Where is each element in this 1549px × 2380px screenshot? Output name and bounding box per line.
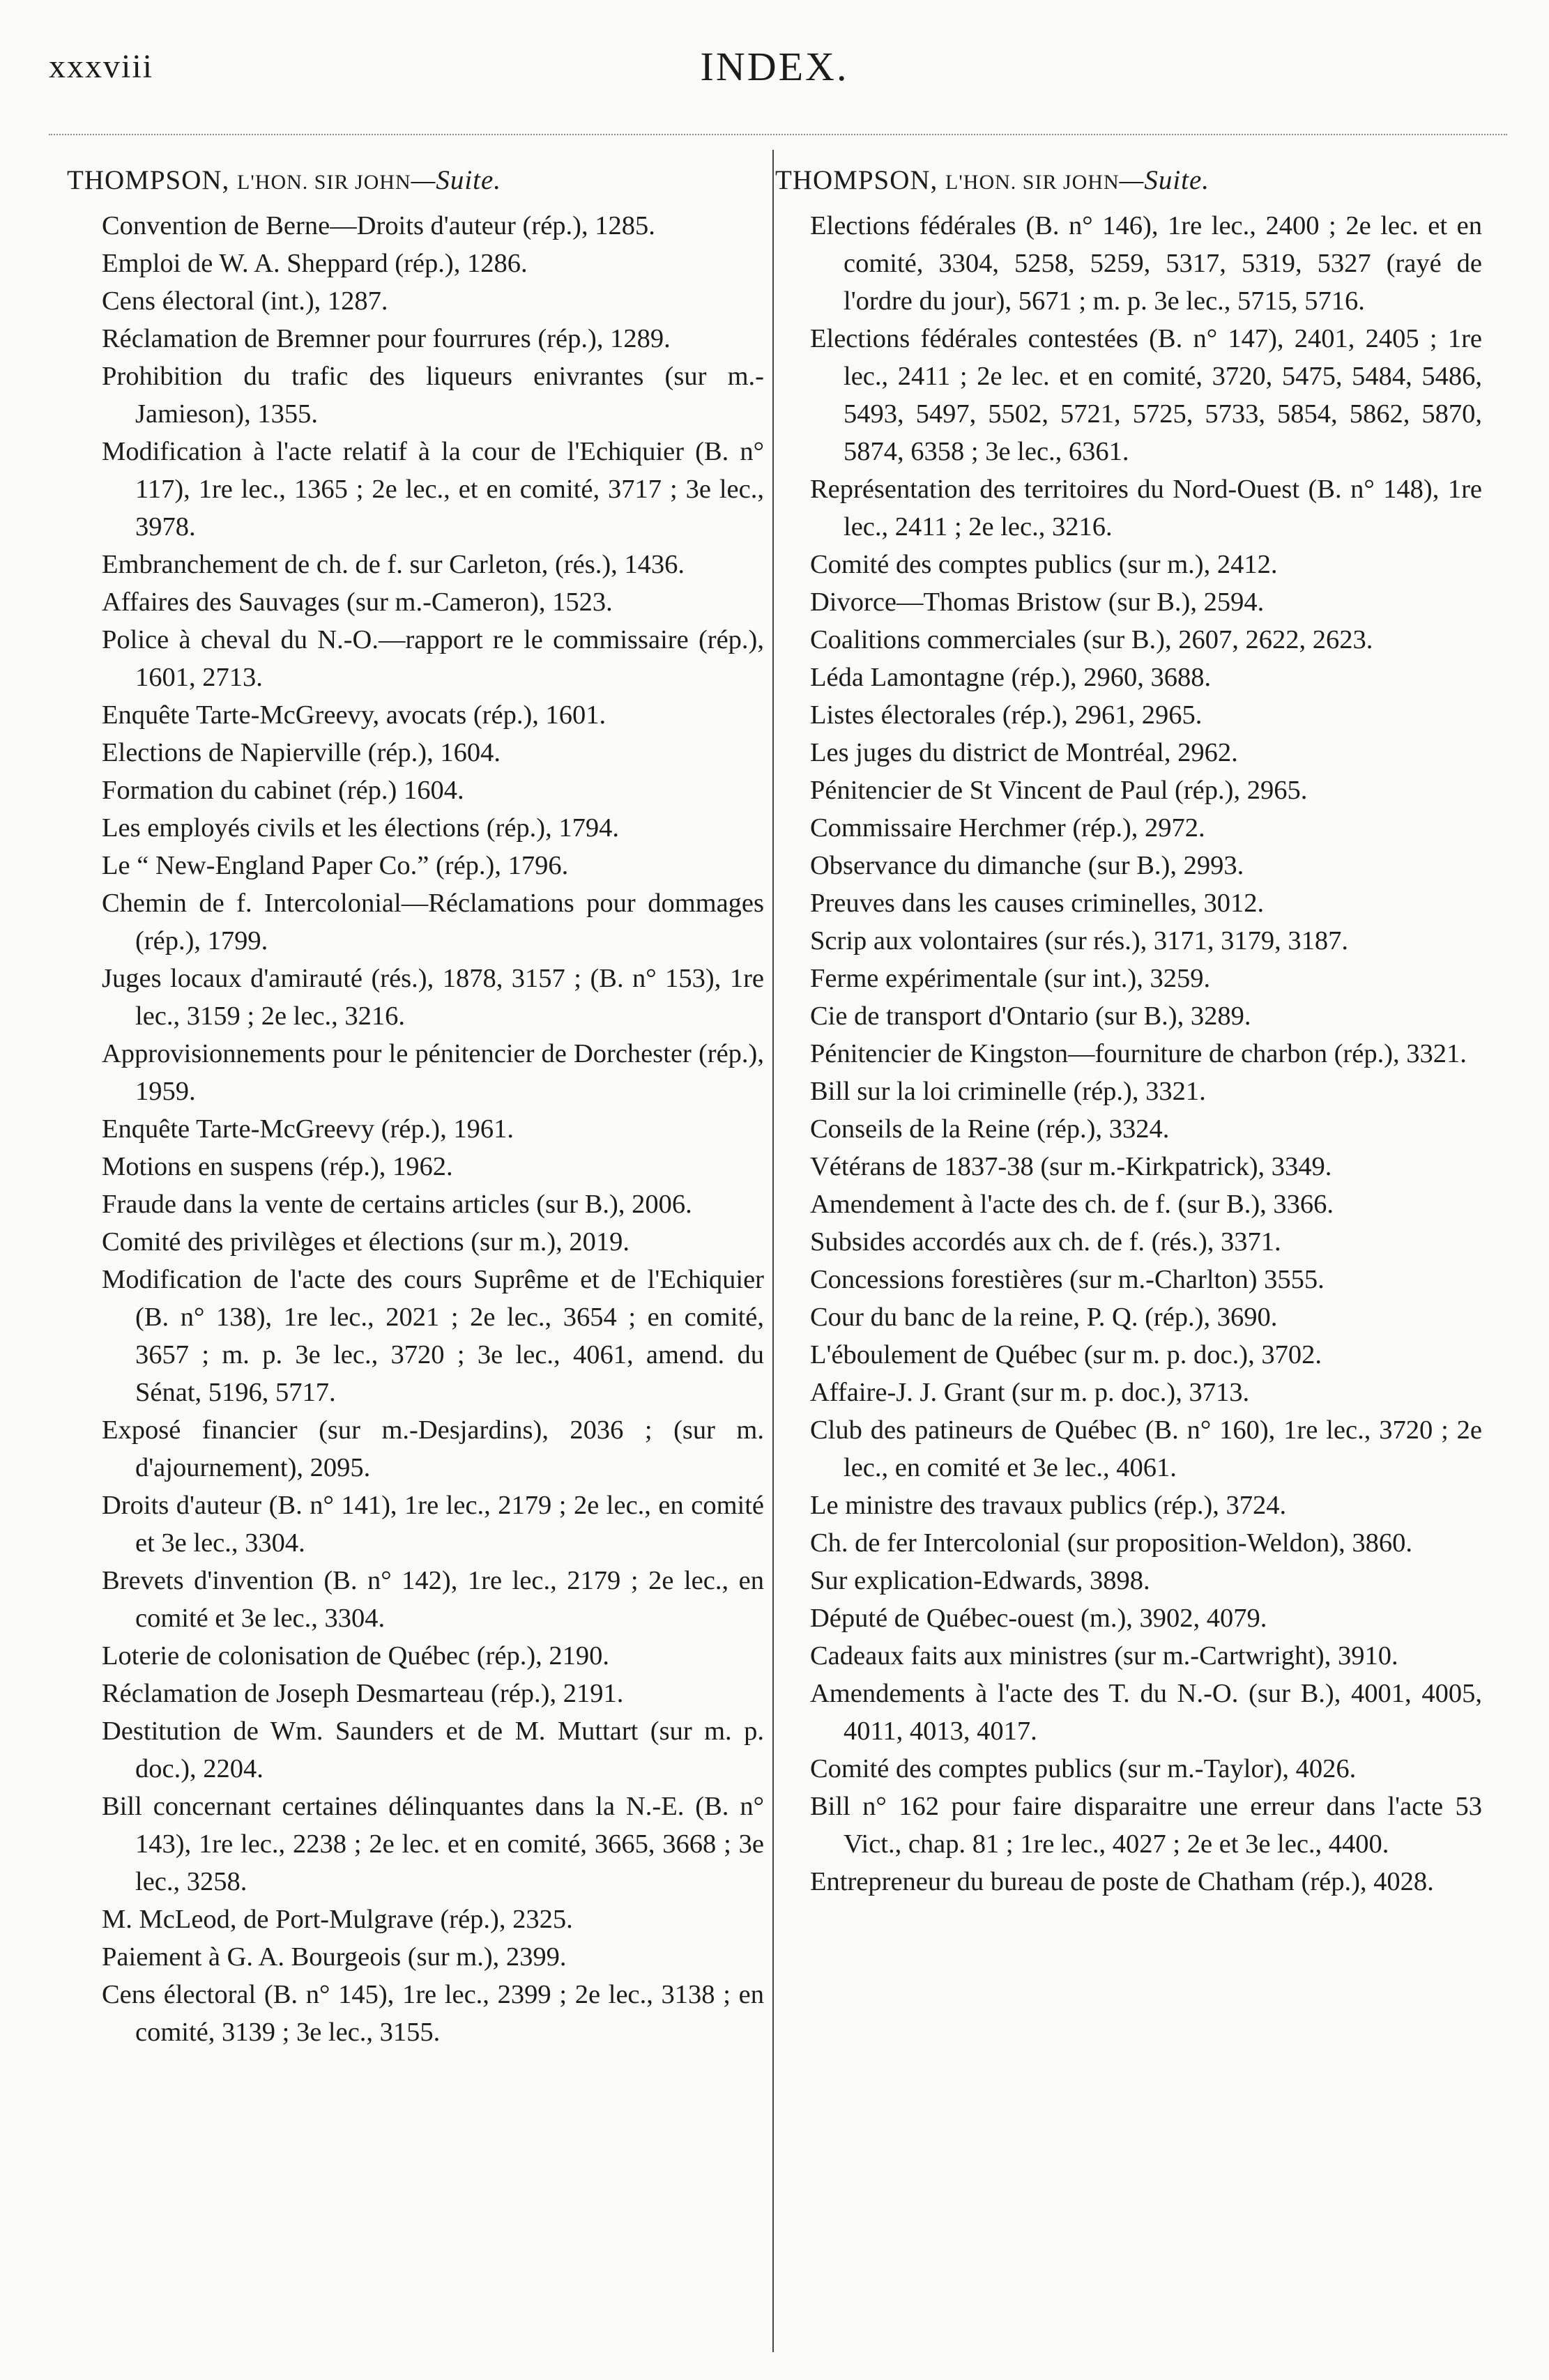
index-entry: Commissaire Herchmer (rép.), 2972. bbox=[810, 813, 1205, 843]
index-entry: Le ministre des travaux publics (rép.), 3724. bbox=[810, 1491, 1287, 1520]
page-folio: xxxviii bbox=[49, 48, 154, 85]
index-entry: Amendements à l'acte des T. du N.-O. (sur B.), 4001, 4005, 4011, 4013, 4017. bbox=[810, 1679, 1482, 1746]
index-entry: Cadeaux faits aux ministres (sur m.-Cartwright), 3910. bbox=[810, 1641, 1398, 1671]
index-entry: Vétérans de 1837-38 (sur m.-Kirkpatrick), 3349. bbox=[810, 1152, 1332, 1181]
index-entry: Ch. de fer Intercolonial (sur proposition-Weldon), 3860. bbox=[810, 1528, 1413, 1558]
index-entry: Observance du dimanche (sur B.), 2993. bbox=[810, 851, 1244, 880]
index-entry: Cie de transport d'Ontario (sur B.), 3289. bbox=[810, 1001, 1251, 1031]
index-entry: Pénitencier de Kingston—fourniture de charbon (rép.), 3321. bbox=[810, 1039, 1467, 1068]
index-entry: Club des patineurs de Québec (B. n° 160), 1re lec., 3720 ; 2e lec., en comité et 3e lec., 4061. bbox=[810, 1415, 1482, 1482]
index-entry: M. McLeod, de Port-Mulgrave (rép.), 2325. bbox=[102, 1905, 573, 1934]
index-entry: Destitution de Wm. Saunders et de M. Muttart (sur m. p. doc.), 2204. bbox=[102, 1717, 764, 1783]
index-entry: Subsides accordés aux ch. de f. (rés.), 3371. bbox=[810, 1227, 1281, 1257]
index-entry: Prohibition du trafic des liqueurs enivrantes (sur m.-Jamieson), 1355. bbox=[102, 362, 764, 429]
heading-name: THOMPSON, bbox=[67, 165, 230, 195]
index-entry: Paiement à G. A. Bourgeois (sur m.), 2399. bbox=[102, 1942, 567, 1972]
index-entry: Loterie de colonisation de Québec (rép.), 2190. bbox=[102, 1641, 610, 1671]
heading-honorific: L'HON. SIR JOHN bbox=[237, 171, 411, 194]
index-entry: Approvisionnements pour le pénitencier de Dorchester (rép.), 1959. bbox=[102, 1039, 764, 1106]
left-column-heading bbox=[67, 164, 764, 196]
index-entry: Elections de Napierville (rép.), 1604. bbox=[102, 738, 501, 767]
index-entry: Amendement à l'acte des ch. de f. (sur B.), 3366. bbox=[810, 1190, 1334, 1219]
index-entry: Entrepreneur du bureau de poste de Chatham (rép.), 4028. bbox=[810, 1867, 1434, 1896]
index-entry: Fraude dans la vente de certains articles (sur B.), 2006. bbox=[102, 1190, 692, 1219]
index-entry: Bill concernant certaines délinquantes dans la N.-E. (B. n° 143), 1re lec., 2238 ; 2e lec. et en comité, 3665, 3668 ; 3e lec., 3258. bbox=[102, 1792, 764, 1896]
index-entry: Listes électorales (rép.), 2961, 2965. bbox=[810, 700, 1203, 730]
heading-honorific: L'HON. SIR JOHN bbox=[945, 171, 1120, 194]
right-column-heading bbox=[775, 164, 1482, 196]
index-entry: Convention de Berne—Droits d'auteur (rép.), 1285. bbox=[102, 211, 655, 240]
index-entry: Scrip aux volontaires (sur rés.), 3171, 3179, 3187. bbox=[810, 926, 1349, 955]
right-column bbox=[775, 164, 1482, 1901]
index-entry: Comité des privilèges et élections (sur m.), 2019. bbox=[102, 1227, 630, 1257]
index-entry: Police à cheval du N.-O.—rapport re le commissaire (rép.), 1601, 2713. bbox=[102, 625, 764, 692]
index-entry: Cens électoral (B. n° 145), 1re lec., 2399 ; 2e lec., 3138 ; en comité, 3139 ; 3e lec., 3155. bbox=[102, 1980, 764, 2047]
index-entry: Affaires des Sauvages (sur m.-Cameron), 1523. bbox=[102, 588, 613, 617]
left-entry-list bbox=[67, 207, 764, 2051]
index-entry: Brevets d'invention (B. n° 142), 1re lec., 2179 ; 2e lec., en comité et 3e lec., 3304. bbox=[102, 1566, 764, 1633]
index-entry: Les juges du district de Montréal, 2962. bbox=[810, 738, 1238, 767]
index-entry: Formation du cabinet (rép.) 1604. bbox=[102, 776, 464, 805]
index-entry: Bill sur la loi criminelle (rép.), 3321. bbox=[810, 1077, 1206, 1106]
index-entry: Comité des comptes publics (sur m.), 2412. bbox=[810, 550, 1278, 579]
index-entry: Coalitions commerciales (sur B.), 2607, 2622, 2623. bbox=[810, 625, 1373, 654]
left-column bbox=[67, 164, 764, 2051]
index-entry: Comité des comptes publics (sur m.-Taylor), 4026. bbox=[810, 1754, 1357, 1783]
index-entry: Représentation des territoires du Nord-Ouest (B. n° 148), 1re lec., 2411 ; 2e lec., 3216. bbox=[810, 475, 1482, 542]
index-entry: Elections fédérales contestées (B. n° 147), 2401, 2405 ; 1re lec., 2411 ; 2e lec. et en comité, 3720, 5475, 5484, 5486, 5493, 5497, 5502, 5721, 5725, 5733, 5854, 5862, 5870, 5874, 6358 ; 3e lec., 6361. bbox=[810, 324, 1482, 466]
index-entry: Cour du banc de la reine, P. Q. (rép.), 3690. bbox=[810, 1303, 1278, 1332]
index-entry: Droits d'auteur (B. n° 141), 1re lec., 2179 ; 2e lec., en comité et 3e lec., 3304. bbox=[102, 1491, 764, 1558]
index-entry: Embranchement de ch. de f. sur Carleton, (rés.), 1436. bbox=[102, 550, 685, 579]
index-entry: Modification à l'acte relatif à la cour de l'Echiquier (B. n° 117), 1re lec., 1365 ; 2e lec., et en comité, 3717 ; 3e lec., 3978. bbox=[102, 437, 764, 542]
index-entry: Les employés civils et les élections (rép.), 1794. bbox=[102, 813, 619, 843]
index-entry: Motions en suspens (rép.), 1962. bbox=[102, 1152, 453, 1181]
index-entry: Preuves dans les causes criminelles, 3012. bbox=[810, 889, 1265, 918]
index-entry: Enquête Tarte-McGreevy, avocats (rép.), 1601. bbox=[102, 700, 606, 730]
index-entry: Divorce—Thomas Bristow (sur B.), 2594. bbox=[810, 588, 1265, 617]
index-entry: Modification de l'acte des cours Suprême et de l'Echiquier (B. n° 138), 1re lec., 2021 ; 2e lec., 3654 ; en comité, 3657 ; m. p. 3e lec., 3720 ; 3e lec., 4061, amend. du Sénat, 5196, 5717. bbox=[102, 1265, 764, 1407]
right-entry-list bbox=[775, 207, 1482, 1901]
index-entry: Le “ New-England Paper Co.” (rép.), 1796. bbox=[102, 851, 569, 880]
heading-name: THOMPSON, bbox=[775, 165, 938, 195]
heading-suite: —Suite. bbox=[1119, 165, 1210, 195]
index-entry: Bill n° 162 pour faire disparaitre une erreur dans l'acte 53 Vict., chap. 81 ; 1re lec., 4027 ; 2e et 3e lec., 4400. bbox=[810, 1792, 1482, 1859]
index-entry: Sur explication-Edwards, 3898. bbox=[810, 1566, 1150, 1595]
index-entry: Concessions forestières (sur m.-Charlton) 3555. bbox=[810, 1265, 1325, 1294]
index-entry: Conseils de la Reine (rép.), 3324. bbox=[810, 1114, 1170, 1144]
index-entry: Affaire-J. J. Grant (sur m. p. doc.), 3713. bbox=[810, 1378, 1250, 1407]
index-entry: Cens électoral (int.), 1287. bbox=[102, 286, 388, 316]
index-entry: Chemin de f. Intercolonial—Réclamations pour dommages (rép.), 1799. bbox=[102, 889, 764, 955]
index-entry: L'éboulement de Québec (sur m. p. doc.), 3702. bbox=[810, 1340, 1322, 1369]
header-rule bbox=[49, 134, 1507, 135]
index-entry: Réclamation de Bremner pour fourrures (rép.), 1289. bbox=[102, 324, 671, 353]
page-title: INDEX. bbox=[700, 44, 849, 89]
index-entry: Juges locaux d'amirauté (rés.), 1878, 3157 ; (B. n° 153), 1re lec., 3159 ; 2e lec., 3216. bbox=[102, 964, 764, 1031]
index-entry: Pénitencier de St Vincent de Paul (rép.), 2965. bbox=[810, 776, 1308, 805]
index-entry: Réclamation de Joseph Desmarteau (rép.), 2191. bbox=[102, 1679, 624, 1708]
index-entry: Léda Lamontagne (rép.), 2960, 3688. bbox=[810, 663, 1212, 692]
column-divider bbox=[772, 150, 774, 2352]
heading-suite: —Suite. bbox=[411, 165, 502, 195]
index-entry: Emploi de W. A. Sheppard (rép.), 1286. bbox=[102, 249, 528, 278]
index-entry: Enquête Tarte-McGreevy (rép.), 1961. bbox=[102, 1114, 514, 1144]
index-entry: Ferme expérimentale (sur int.), 3259. bbox=[810, 964, 1211, 993]
index-entry: Elections fédérales (B. n° 146), 1re lec., 2400 ; 2e lec. et en comité, 3304, 5258, 5259, 5317, 5319, 5327 (rayé de l'ordre du jour), 5671 ; m. p. 3e lec., 5715, 5716. bbox=[810, 211, 1482, 316]
index-entry: Député de Québec-ouest (m.), 3902, 4079. bbox=[810, 1604, 1267, 1633]
index-entry: Exposé financier (sur m.-Desjardins), 2036 ; (sur m. d'ajournement), 2095. bbox=[102, 1415, 764, 1482]
